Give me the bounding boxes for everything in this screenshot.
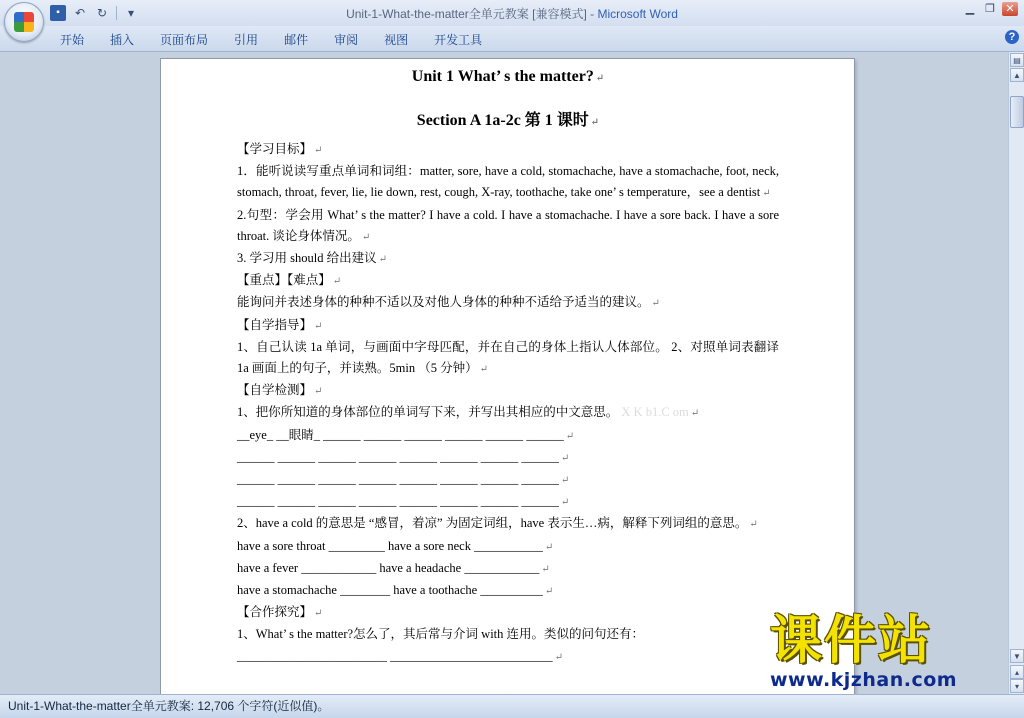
faint-watermark-text: X K b1.C om: [621, 405, 689, 420]
paragraph: [237, 447, 779, 469]
paragraph-text: 1．能听说读写重点单词和词组：matter, sore, have a cold, stomachache, have a stomachache, foot, neck, stomach, throat, fever, lie, lie down, rest, cough, X-ray, toothache, take one’ s temperature，see a dentist: [237, 164, 779, 200]
document-workspace: [0, 52, 1008, 694]
paragraph-mark: ↵: [749, 519, 758, 531]
paragraph-text: 3. 学习用 should 给出建议: [237, 251, 377, 266]
paragraph-text: 【自学检测】: [237, 383, 313, 398]
paragraph-text: ______ ______ ______ ______ ______ ______ ______ ______: [237, 449, 559, 464]
paragraph-mark: ↵: [590, 117, 600, 128]
paragraph-text: 能询问并表述身体的种种不适以及对他人身体的种种不适给予适当的建议。: [237, 295, 650, 310]
ribbon-tabs: [47, 30, 495, 49]
paragraph-text: 2、have a cold 的意思是 “感冒，着凉” 为固定词组，have 表示生…病，解释下列词组的意思。: [237, 516, 748, 531]
scrollbar-thumb[interactable]: [1010, 96, 1024, 128]
paragraph: [237, 315, 779, 337]
paragraph-text: ________________________ __________________________: [237, 648, 553, 663]
paragraph: [237, 292, 779, 314]
paragraph-text: have a stomachache ________ have a toothache __________: [237, 583, 543, 598]
paragraph-mark: ↵: [332, 276, 342, 288]
paragraph-mark: ↵: [560, 475, 570, 487]
status-text: Unit-1-What-the-matter全单元教案: 12,706 个字符(近似值)。: [8, 699, 330, 713]
paragraph-text: 1、What’ s the matter?怎么了，其后常与介词 with 连用。类似的问句还有：: [237, 627, 645, 642]
window-controls: [962, 2, 1018, 16]
customize-toolbar-icon[interactable]: ▾: [127, 6, 135, 20]
paragraph-text: 【自学指导】: [237, 317, 313, 332]
paragraph: [237, 425, 779, 447]
minimize-icon[interactable]: ▁: [965, 3, 975, 15]
office-logo-icon: [14, 12, 34, 32]
paragraph-text: 2.句型：学会用 What’ s the matter? I have a cold. I have a stomachache. I have a sore back. I have a sore throat. 谈论身体情况。: [237, 207, 779, 243]
paragraph-mark: ↵: [690, 408, 700, 420]
paragraph: [237, 491, 779, 513]
paragraph: [237, 536, 779, 558]
tab-review[interactable]: 审阅: [334, 33, 359, 47]
tab-insert[interactable]: 插入: [110, 33, 135, 47]
previous-page-icon[interactable]: ▴: [1010, 665, 1024, 679]
paragraph: [237, 161, 779, 204]
paragraph-text: have a sore throat _________ have a sore neck ___________: [237, 538, 543, 553]
paragraph-mark: ↵: [314, 145, 323, 156]
paragraph-text: 1、自己认读 1a 单词，与画面中字母匹配，并在自己的身体上指认人体部位。 2、对照单词表翻译 1a 画面上的句子，并读熟。5min （5 分钟）: [237, 339, 779, 376]
paragraph: [237, 139, 779, 161]
site-watermark: [770, 612, 1010, 692]
title-bar: [0, 0, 1024, 26]
office-button[interactable]: [4, 2, 44, 42]
scroll-down-icon[interactable]: ▼: [1010, 649, 1024, 663]
paragraph-mark: ↵: [314, 320, 323, 332]
tab-developer[interactable]: 开发工具: [434, 33, 483, 47]
paragraph: [237, 337, 779, 380]
paragraph-text: 1、把你所知道的身体部位的单词写下来，并写出其相应的中文意思。: [237, 405, 619, 420]
paragraph-text: 【合作探究】: [237, 605, 313, 620]
document-subtitle-heading: [237, 111, 779, 139]
app-name: Microsoft Word: [597, 7, 678, 21]
paragraph-text: ______ ______ ______ ______ ______ ______ ______ ______: [237, 494, 559, 509]
tab-view[interactable]: 视图: [384, 33, 409, 47]
paragraph: [237, 513, 779, 535]
vertical-scrollbar[interactable]: [1008, 52, 1024, 694]
paragraph-mark: ↵: [565, 430, 575, 442]
paragraph-mark: ↵: [595, 73, 605, 84]
tab-home[interactable]: 开始: [60, 33, 85, 47]
paragraph-text: __eye_ __眼睛_ ______ ______ ______ ______ ______ ______: [237, 427, 564, 442]
paragraph-text: 【重点】【难点】: [237, 273, 331, 288]
paragraph-mark: ↵: [479, 364, 489, 376]
paragraph: [237, 580, 779, 602]
save-icon[interactable]: ▪: [50, 5, 66, 21]
scroll-up-icon[interactable]: ▲: [1010, 68, 1024, 82]
paragraph: [237, 402, 779, 424]
ribbon-tab-bar: [0, 26, 1024, 52]
paragraph-text: have a fever ____________ have a headache ____________: [237, 560, 540, 575]
undo-icon[interactable]: ↶: [74, 6, 86, 20]
paragraph-mark: ↵: [560, 452, 570, 464]
help-icon[interactable]: ?: [1005, 30, 1019, 44]
paragraph-mark: ↵: [544, 586, 554, 598]
document-content[interactable]: [237, 59, 779, 668]
tab-page-layout[interactable]: 页面布局: [160, 33, 209, 47]
watermark-title: 课件站: [770, 611, 933, 671]
paragraph-mark: ↵: [762, 188, 771, 200]
document-page[interactable]: [160, 58, 855, 694]
paragraph-mark: ↵: [560, 497, 570, 509]
paragraph-mark: ↵: [314, 608, 323, 620]
paragraph-text: ______ ______ ______ ______ ______ ______ ______ ______: [237, 472, 559, 487]
paragraph-mark: ↵: [378, 254, 387, 266]
restore-icon[interactable]: ❐: [985, 3, 995, 15]
paragraph-mark: ↵: [314, 386, 323, 398]
redo-icon[interactable]: ↻: [96, 6, 108, 20]
watermark-url: www.kjzhan.com: [770, 669, 958, 691]
tab-references[interactable]: 引用: [234, 33, 259, 47]
paragraph: [237, 469, 779, 491]
document-title-heading: [237, 67, 779, 95]
paragraph: [237, 558, 779, 580]
title-separator: -: [586, 7, 598, 21]
paragraph-mark: ↵: [554, 651, 564, 663]
paragraph: [237, 380, 779, 402]
paragraph-mark: ↵: [544, 541, 554, 553]
ruler-toggle-icon[interactable]: ▤: [1010, 53, 1024, 67]
paragraph-mark: ↵: [361, 231, 371, 243]
paragraph-mark: ↵: [541, 563, 550, 575]
paragraph: [237, 646, 779, 668]
paragraph: [237, 624, 779, 645]
status-bar: [0, 694, 1024, 718]
paragraph-mark: ↵: [651, 298, 660, 310]
window-title: [0, 5, 1024, 22]
subheading-text: Section A 1a-2c 第 1 课时: [416, 112, 589, 129]
tab-mailings[interactable]: 邮件: [284, 33, 309, 47]
paragraph: [237, 270, 779, 292]
heading-text: Unit 1 What’ s the matter?: [411, 68, 594, 85]
paragraph: [237, 205, 779, 248]
paragraph-text: 【学习目标】: [237, 142, 313, 156]
next-page-icon[interactable]: ▾: [1010, 679, 1024, 693]
close-icon[interactable]: ✕: [1002, 2, 1018, 16]
paragraph: [237, 248, 779, 270]
document-title: Unit-1-What-the-matter全单元教案 [兼容模式]: [346, 7, 587, 21]
paragraph: [237, 602, 779, 624]
